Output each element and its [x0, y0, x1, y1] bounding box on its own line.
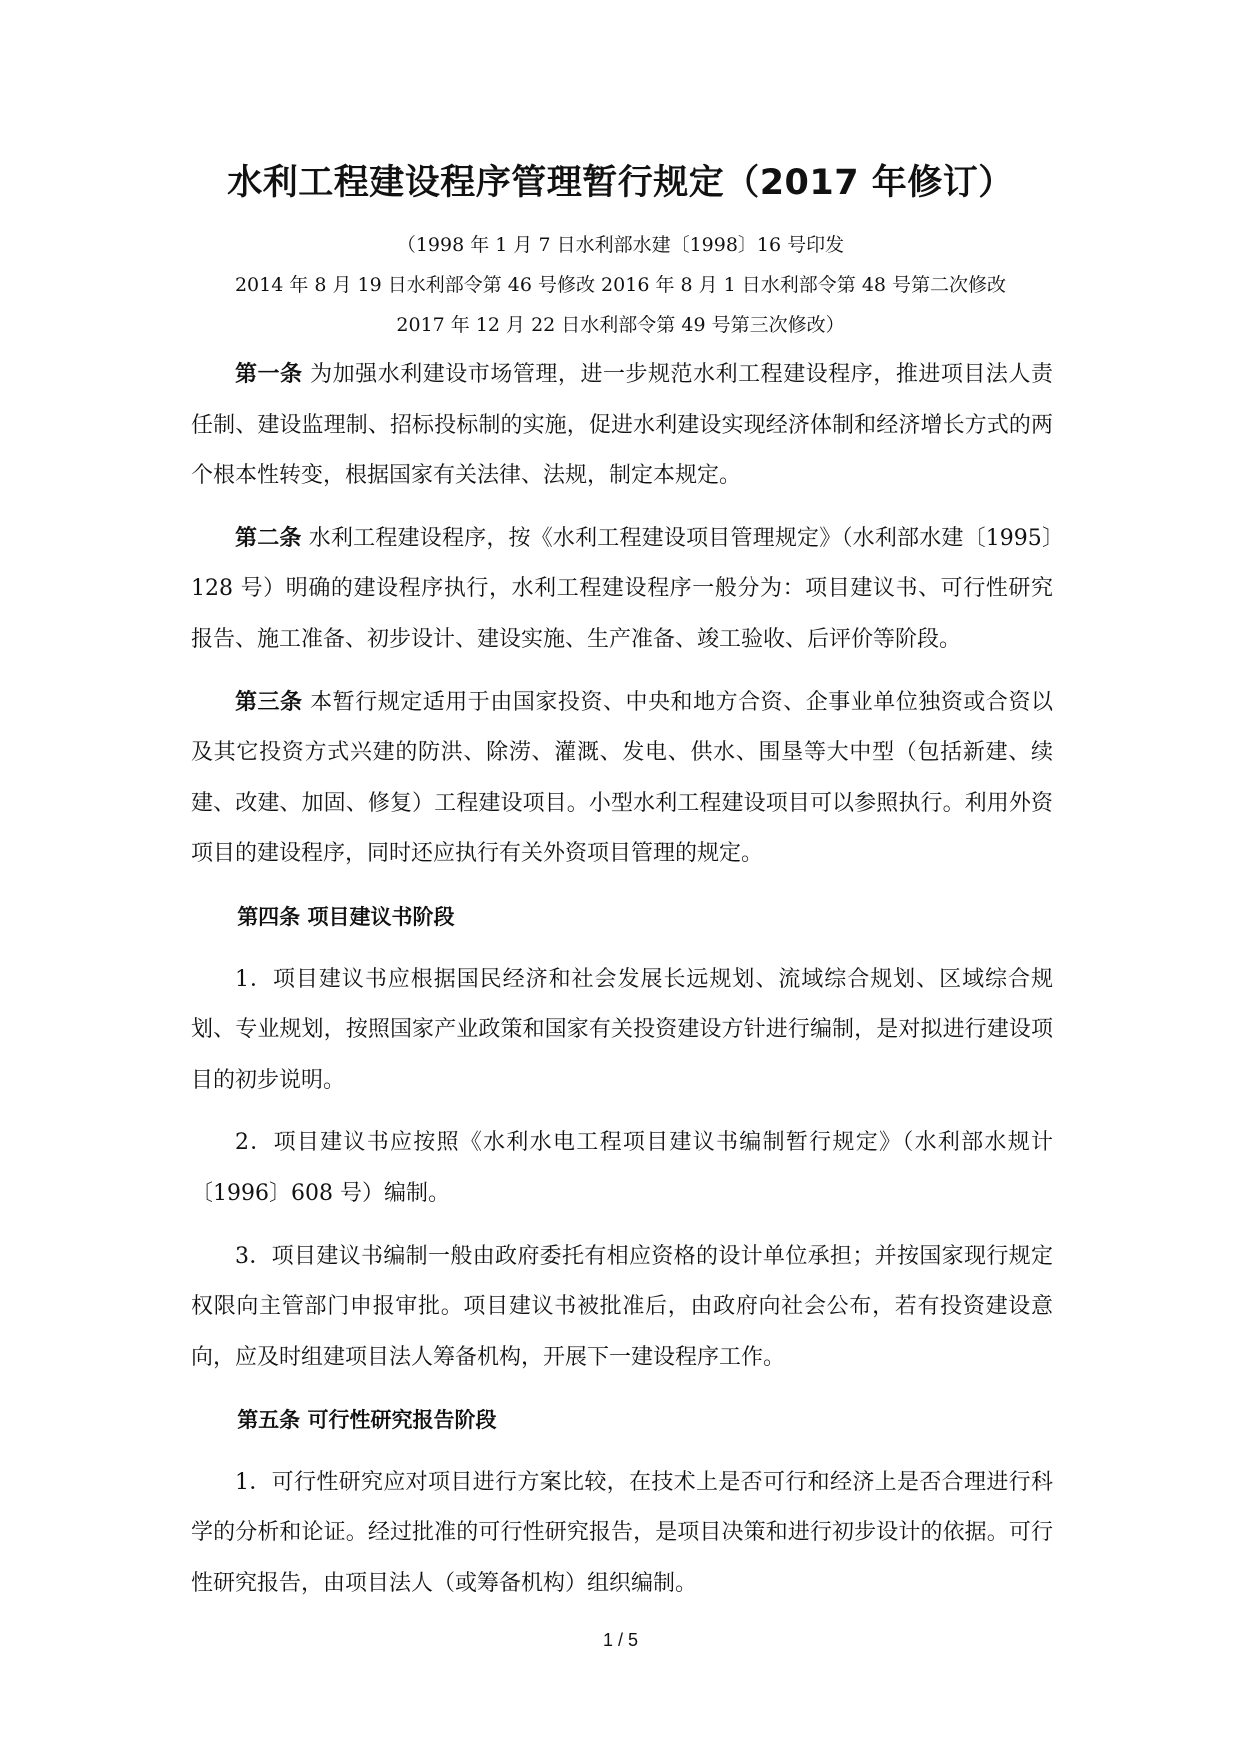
issuance-note-line-2: 2014 年 8 月 19 日水利部令第 46 号修改 2016 年 8 月 1 日水利部令第 48 号第二次修改: [234, 274, 1007, 296]
article-text: 水利工程建设程序，按《水利工程建设项目管理规定》（水利部水建〔1995〕128 号）明确的建设程序执行，水利工程建设程序一般分为：项目建议书、可行性研究报告、施工准备、初步设计、建设实施、生产准备、竣工验收、后评价等阶段。: [191, 525, 1053, 652]
article-4-heading: 第四条 项目建议书阶段: [237, 904, 455, 929]
page-number: 1 / 5: [602, 1630, 639, 1650]
article-4-item-2: 2．项目建议书应按照《水利水电工程项目建议书编制暂行规定》（水利部水规计〔1996〕608 号）编制。: [191, 1130, 1053, 1206]
article-label: 第三条: [235, 689, 303, 715]
article-label: 第一条: [235, 362, 303, 387]
article-4-item-1: 1．项目建议书应根据国民经济和社会发展长远规划、流域综合规划、区域综合规划、专业规划，按照国家产业政策和国家有关投资建设方针进行编制，是对拟进行建设项目的初步说明。: [191, 966, 1053, 1093]
article-label: 第二条: [235, 525, 302, 551]
issuance-note-line-3: 2017 年 12 月 22 日水利部令第 49 号第三次修改）: [396, 314, 845, 336]
article-5-heading: 第五条 可行性研究报告阶段: [237, 1408, 497, 1433]
article-4-item-3: 3．项目建议书编制一般由政府委托有相应资格的设计单位承担；并按国家现行规定权限向主管部门申报审批。项目建议书被批准后，由政府向社会公布，若有投资建设意向，应及时组建项目法人筹备机构，开展下一建设程序工作。: [191, 1243, 1053, 1370]
article-text: 本暂行规定适用于由国家投资、中央和地方合资、企事业单位独资或合资以及其它投资方式兴建的防洪、除涝、灌溉、发电、供水、围垦等大中型（包括新建、续建、改建、加固、修复）工程建设项目。小型水利工程建设项目可以参照执行。利用外资项目的建设程序，同时还应执行有关外资项目管理的规定。: [191, 689, 1053, 867]
article-5-item-1: 1．可行性研究应对项目进行方案比较，在技术上是否可行和经济上是否合理进行科学的分析和论证。经过批准的可行性研究报告，是项目决策和进行初步设计的依据。可行性研究报告，由项目法人（或筹备机构）组织编制。: [191, 1469, 1053, 1597]
article-text: 为加强水利建设市场管理，进一步规范水利工程建设程序，推进项目法人责任制、建设监理制、招标投标制的实施，促进水利建设实现经济体制和经济增长方式的两个根本性转变，根据国家有关法律、法规，制定本规定。: [191, 362, 1053, 489]
issuance-note-line-1: （1998 年 1 月 7 日水利部水建〔1998〕16 号印发: [396, 234, 845, 256]
document-title: 水利工程建设程序管理暂行规定（2017 年修订）: [227, 163, 1014, 203]
article-1: [191, 350, 1053, 502]
article-2: [191, 514, 1053, 666]
article-3: [191, 678, 1053, 880]
document-body: [191, 350, 1053, 1622]
